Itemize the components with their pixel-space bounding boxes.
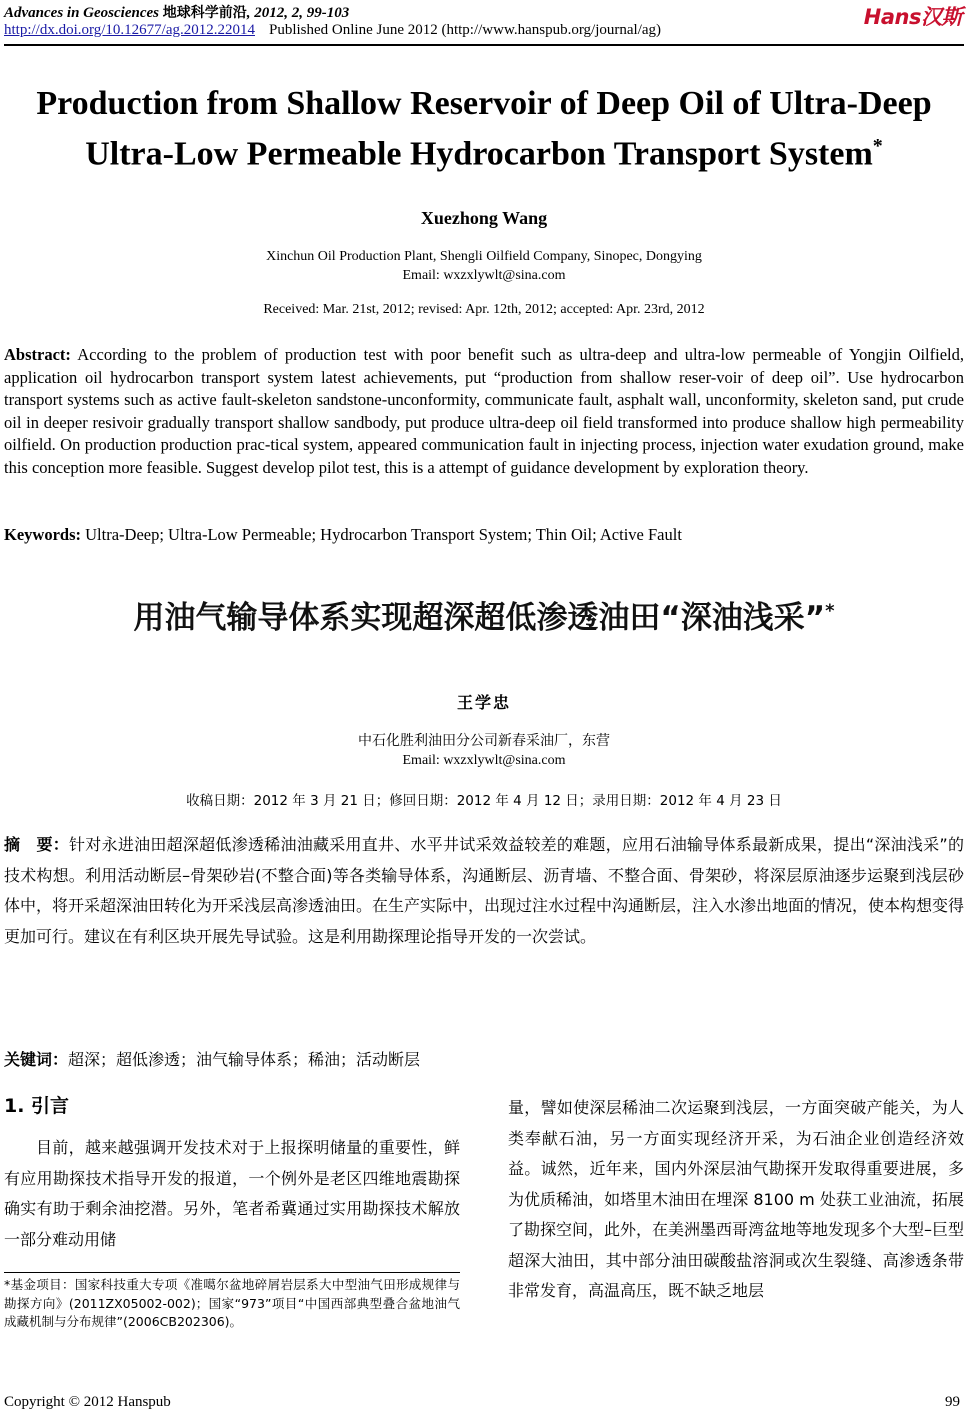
abstract-en-label: Abstract: (4, 345, 71, 364)
page-number: 99 (945, 1394, 960, 1410)
intro-right-column: 量，譬如使深层稀油二次运聚到浅层，一方面突破产能关，为人类奉献石油，另一方面实现经济开采，为石油企业创造经济效益。诚然，近年来，国内外深层油气勘探开发取得重要进展，多为优质稀油，如塔里木油田在埋深 8100 m 处获工业油流，拓展了勘探空间，此外，在美洲墨西哥湾盆地等地发现多个大型–巨型超深大油田，其中部分油田碳酸盐溶洞或次生裂缝、高渗透条带非常发育，高温高压，既不缺乏地层 (508, 1098, 965, 1300)
doi-line (4, 22, 661, 39)
abstract-en-text: According to the problem of production test with poor benefit such as ultra-deep and ultra-low permeable of Yongjin Oilfield, application oil hydrocarbon transport system latest achievements, put “production from shallow reser-voir of deep oil”. Use hydrocarbon transport systems such as active fault-skeleton sandstone-unconformity, communicate fault, asphalt wall, unconformity, skeleton sand, put crude oil in deeper resivoir gradually transport shallow sandbody, put produce ultra-deep oil field transformed into produce shallow high permeability oilfield. On production production prac-tical system, appeared communication fault in injecting process, injection water exudation ground, make this conception more feasible. Suggest develop pilot test, this is a attempt of guidance development by exploration theory. (4, 345, 965, 477)
header-divider (4, 44, 964, 46)
email-cn: Email: wxzxlywlt@sina.com (402, 753, 566, 768)
abstract-en (4, 344, 964, 479)
journal-header (4, 2, 349, 22)
title-cn-footnote-mark: * (825, 600, 835, 622)
received-dates-cn: 收稿日期：2012 年 3 月 21 日；修回日期：2012 年 4 月 12 日；录用日期：2012 年 4 月 23 日 (186, 793, 782, 809)
author-en: Xuezhong Wang (420, 208, 548, 228)
published-online: Published Online June 2012 (http://www.hanspub.org/journal/ag) (268, 22, 662, 38)
keywords-cn-label: 关键词： (4, 1050, 69, 1069)
abstract-cn-text: 针对永进油田超深超低渗透稀油油藏采用直井、水平井试采效益较差的难题，应用石油输导体系最新成果，提出“深油浅采”的技术构想。利用活动断层–骨架砂岩(不整合面)等各类输导体系，沟通断层、沥青墙、不整合面、骨架砂，将深层原油逐步运聚到浅层砂体中，将开采超深油田转化为开采浅层高渗透油田。在生产实际中，出现过注水过程中沟通断层，注入水渗出地面的情况，使本构想变得更加可行。建议在有利区块开展先导试验。这是利用勘探理论指导开发的一次尝试。 (4, 835, 965, 946)
keywords-en (4, 524, 964, 547)
journal-name-cn: 地球科学前沿 (162, 5, 247, 21)
abstract-cn-label: 摘 要： (4, 835, 70, 854)
keywords-en-text: Ultra-Deep; Ultra-Low Permeable; Hydrocarbon Transport System; Thin Oil; Active Fault (85, 525, 682, 544)
journal-issue: , 2012, 2, 99-103 (246, 5, 350, 21)
copyright: Copyright © 2012 Hanspub (4, 1394, 171, 1410)
affiliation-cn-block (0, 732, 968, 770)
footnote-divider (4, 1272, 460, 1273)
email-en: Email: wxzxlywlt@sina.com (402, 268, 566, 283)
paper-title-en (0, 82, 968, 175)
received-dates-en: Received: Mar. 21st, 2012; revised: Apr. 12th, 2012; accepted: Apr. 23rd, 2012 (263, 302, 705, 317)
journal-name: Advances in Geosciences (4, 5, 159, 21)
paper-title-cn (0, 592, 968, 637)
keywords-cn-text: 超深；超低渗透；油气输导体系；稀油；活动断层 (68, 1050, 421, 1069)
section-heading-intro: 1. 引言 (4, 1095, 70, 1117)
intro-left-column: 目前，越来越强调开发技术对于上报探明储量的重要性，鲜有应用勘探技术指导开发的报道，一个例外是老区四维地震勘探确实有助于剩余油挖潜。另外，笔者希冀通过实用勘探技术解放一部分难动用储 (4, 1138, 460, 1249)
title-en-text: Production from Shallow Reservoir of Deep Oil of Ultra-Deep Ultra-Low Permeable Hydrocarbon Transport System (36, 85, 932, 173)
title-cn-text: 用油气输导体系实现超深超低渗透油田“深油浅采” (133, 600, 826, 636)
funding-footnote: *基金项目：国家科技重大专项《准噶尔盆地碎屑岩层系大中型油气田形成规律与勘探方向》(2011ZX05002-002)；国家“973”项目“中国西部典型叠合盆地油气成藏机制与分布规律”(2006CB202306)。 (4, 1277, 460, 1329)
title-footnote-mark: * (872, 135, 883, 157)
author-cn: 王学忠 (456, 693, 511, 712)
keywords-en-label: Keywords: (4, 525, 81, 544)
affiliation-en: Xinchun Oil Production Plant, Shengli Oilfield Company, Sinopec, Dongying (266, 249, 702, 264)
affiliation-cn: 中石化胜利油田分公司新春采油厂，东营 (358, 733, 610, 749)
affiliation-en-block (0, 247, 968, 285)
keywords-cn (4, 1049, 964, 1072)
abstract-cn (4, 830, 964, 952)
doi-link[interactable]: http://dx.doi.org/10.12677/ag.2012.22014 (4, 22, 255, 38)
hans-logo: Hans汉斯 (863, 5, 962, 29)
